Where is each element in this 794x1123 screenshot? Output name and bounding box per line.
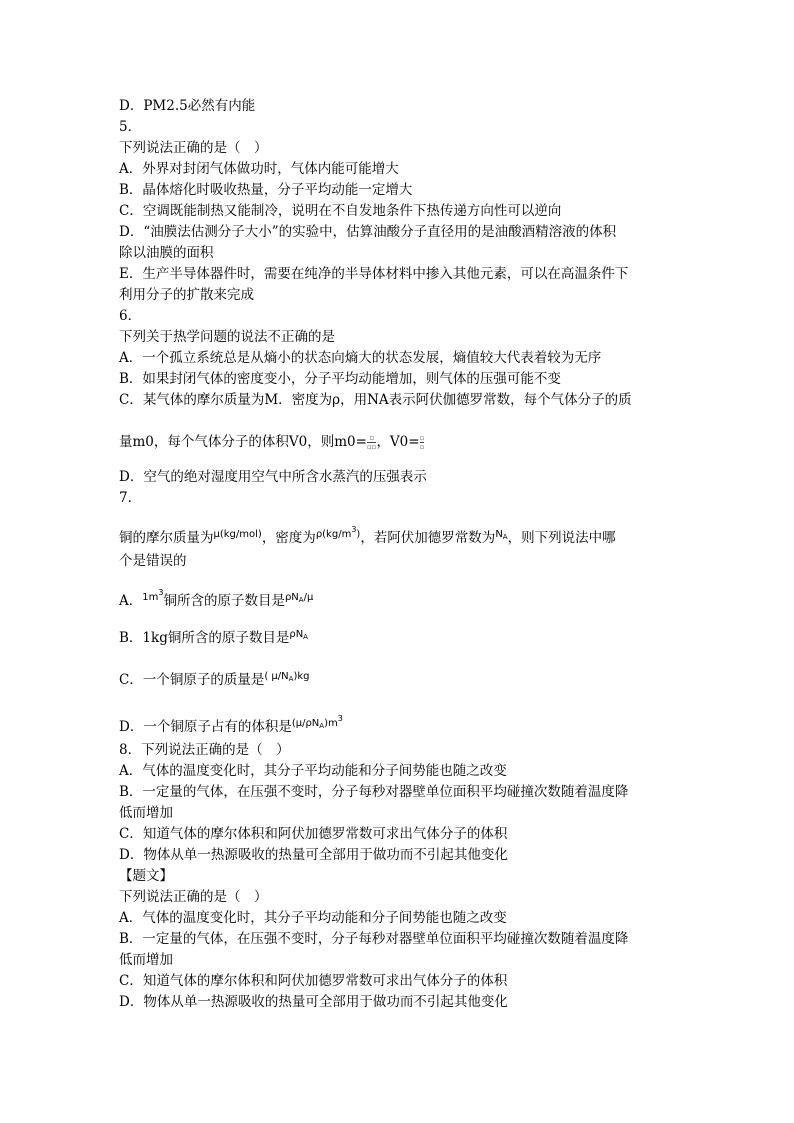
math-text: )kg [293,671,310,682]
option-line: B．一定量的气体，在压强不变时，分子每秒对器壁单位面积平均碰撞次数随着温度降 [119,931,629,947]
option-line: B．如果封闭气体的密度变小，分子平均动能增加，则气体的压强可能不变 [119,371,561,387]
math-text: 1m [142,592,159,603]
option-line: 除以油膜的面积 [119,245,214,261]
math-text: ρN [289,629,304,640]
math-text: N [495,529,503,540]
option-line: D．空气的绝对湿度用空气中所含水蒸汽的压强表示 [119,469,427,485]
option-line: D．“油膜法估测分子大小”的实验中，估算油酸分子直径用的是油酸酒精溶液的体积 [119,224,617,240]
fraction-placeholder: $\frac{▫}{▫}$ [419,434,425,451]
math-sub: A [319,722,325,730]
option-line: 低而增加 [119,952,173,968]
math-sup: 3 [337,714,343,723]
math-sub: A [298,596,304,604]
option-line: A．气体的温度变化时，其分子平均动能和分子间势能也随之改变 [119,910,507,926]
inline-text: C．一个铜原子的质量是 [119,672,265,688]
math-sub: A [288,675,294,683]
math-expr [264,671,309,682]
question-stem: 下列说法正确的是（ ） [119,140,268,156]
math-expr [289,629,308,640]
math-expr [291,714,343,730]
math-text: ( μ/N [264,671,289,682]
inline-text: B．1kg铜所含的原子数目是 [119,630,290,646]
math-expr [315,525,361,540]
section-label: 【题文】 [119,868,173,884]
option-line [119,614,679,656]
math-expr: μ(kg/mol) [213,529,262,540]
math-text: /μ [303,592,314,603]
text-line: D．PM2.5必然有内能 [119,98,256,114]
option-line: D．物体从单一热源吸收的热量可全部用于做功而不引起其他变化 [119,994,508,1010]
math-text: (μ/ρN [291,718,320,729]
math-text: ρN [284,592,299,603]
question-stem [119,509,679,551]
math-sup: 3 [351,525,357,534]
option-line: 利用分子的扩散来完成 [119,287,254,303]
option-line: C．空调既能制热又能制冷，说明在不自发地条件下热传递方向性可以逆向 [119,203,562,219]
document-body [119,96,679,1013]
option-line: B．一定量的气体，在压强不变时，分子每秒对器壁单位面积平均碰撞次数随着温度降 [119,784,629,800]
math-text: )m [324,718,338,729]
option-line: A．气体的温度变化时，其分子平均动能和分子间势能也随之改变 [119,763,507,779]
option-line: E．生产半导体器件时，需要在纯净的半导体材料中掺入其他元素，可以在高温条件下 [119,266,629,282]
question-number: 6． [119,308,142,324]
math-expr [285,592,313,603]
inline-text: 铜的摩尔质量为 [119,530,214,546]
option-line [119,698,679,740]
inline-text: A． [119,593,143,609]
option-line: 低而增加 [119,805,173,821]
inline-text: D．一个铜原子占有的体积是 [119,719,292,735]
inline-text: 量m0，每个气体分子的体积V0，则m0= [119,434,367,450]
option-line: A．外界对封闭气体做功时，气体内能可能增大 [119,161,399,177]
math-text: ρ(kg/m [315,529,352,540]
option-line: C．知道气体的摩尔体积和阿伏加德罗常数可求出气体分子的体积 [119,826,508,842]
option-line: D．物体从单一热源吸收的热量可全部用于做功而不引起其他变化 [119,847,508,863]
fraction-placeholder: $\frac{▫}{▫▫}$ [366,434,377,451]
option-line: B．晶体熔化时吸收热量，分子平均动能一定增大 [119,182,413,198]
inline-text: 铜所含的原子数目是 [163,593,285,609]
math-sub: A [303,633,308,641]
math-sub: A [502,533,508,541]
math-sup: 3 [158,588,164,597]
math-expr [142,588,164,603]
option-line [119,411,679,463]
question-stem: 8．下列说法正确的是（ ） [119,742,290,758]
question-stem: 下列说法正确的是（ ） [119,889,268,905]
math-expr [495,529,507,540]
option-line [119,572,679,614]
option-line [119,656,679,698]
question-stem: 个是错误的 [119,553,187,569]
inline-text: ，若阿伏加德罗常数为 [360,530,496,546]
question-number: 7． [119,490,142,506]
option-line: C．知道气体的摩尔体积和阿伏加德罗常数可求出气体分子的体积 [119,973,508,989]
inline-text: ，密度为 [261,530,316,546]
question-number: 5． [119,119,142,135]
inline-text: ，V0= [376,434,420,450]
option-line: C．某气体的摩尔质量为M．密度为ρ，用NA表示阿伏伽德罗常数，每个气体分子的质 [119,392,632,408]
inline-text: ，则下列说法中哪 [507,530,616,546]
math-text: ) [356,529,361,540]
question-stem: 下列关于热学问题的说法不正确的是 [119,329,335,345]
option-line: A．一个孤立系统总是从熵小的状态向熵大的状态发展，熵值较大代表着较为无序 [119,350,602,366]
